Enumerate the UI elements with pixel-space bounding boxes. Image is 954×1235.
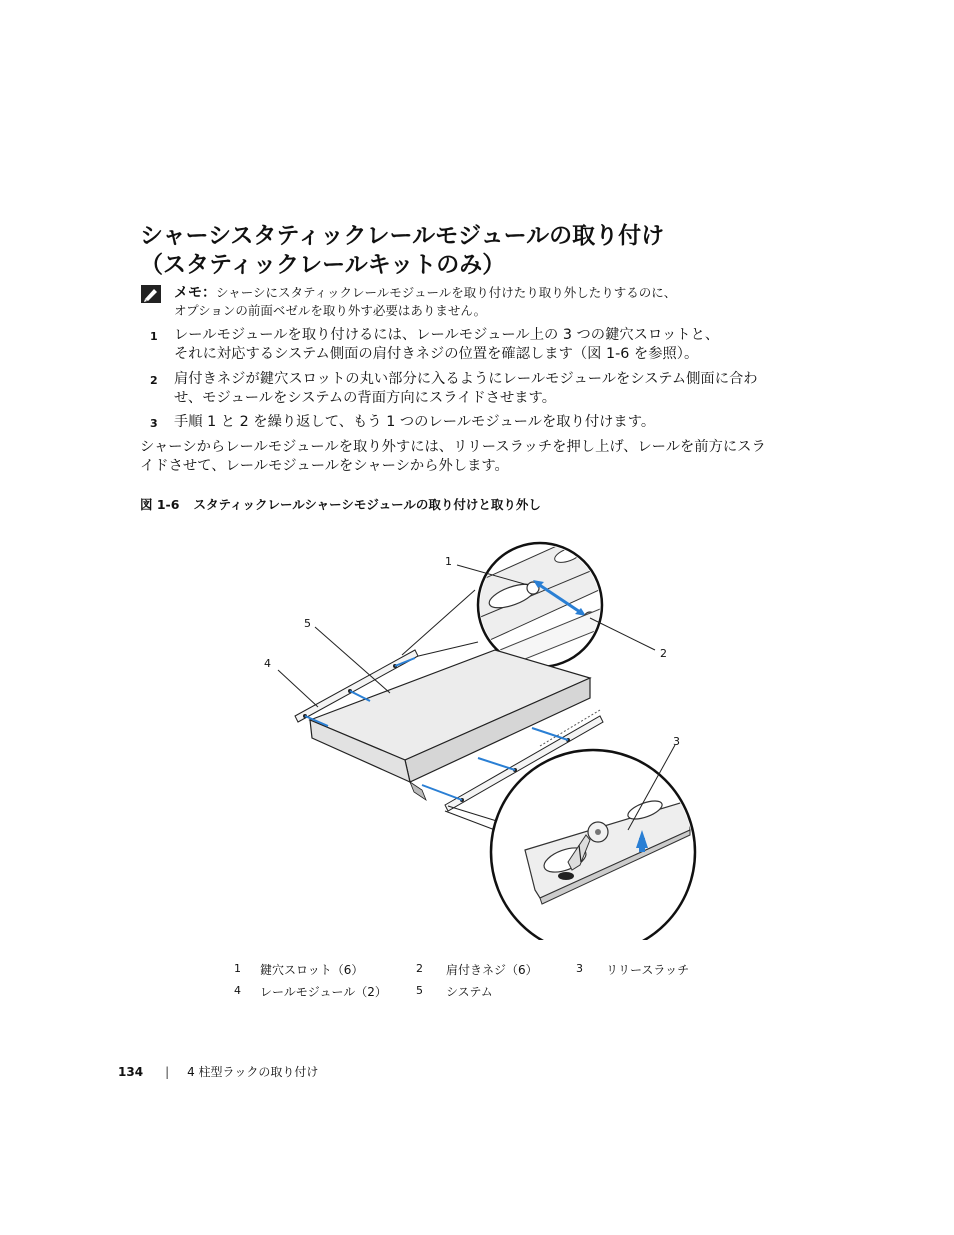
zoom-detail-release-latch	[491, 750, 695, 940]
legend-item-3	[576, 961, 690, 977]
legend-label: 肩付きネジ（6）	[446, 963, 538, 977]
zoom-connector-top	[402, 590, 478, 658]
callout-1: 1	[445, 555, 452, 568]
step-text-line1: 肩付きネジが鍵穴スロットの丸い部分に入るようにレールモジュールをシステム側面に合わ	[174, 371, 758, 387]
figure-caption-text: スタティックレールシャーシモジュールの取り付けと取り外し	[193, 497, 541, 512]
chapter-title: 4 柱型ラックの取り付け	[187, 1065, 319, 1079]
legend-number: 4	[234, 984, 241, 997]
pencil-note-icon	[140, 284, 162, 304]
legend-label: リリースラッチ	[606, 963, 690, 977]
section-title-line1: シャーシスタティックレールモジュールの取り付け	[140, 223, 665, 249]
legend-item-1	[234, 961, 364, 977]
legend-number: 3	[576, 962, 583, 975]
step-text-line2: それに対応するシステム側面の肩付きネジの位置を確認します（図 1-6 を参照）。	[174, 346, 699, 362]
figure-caption	[140, 495, 541, 513]
page-footer	[118, 1063, 318, 1080]
step-number: 2	[150, 374, 158, 387]
legend-number: 5	[416, 984, 423, 997]
legend-item-4	[234, 983, 387, 999]
rail-installation-illustration	[250, 530, 710, 940]
paragraph-line1: シャーシからレールモジュールを取り外すには、リリースラッチを押し上げ、レールを前方にスラ	[140, 439, 766, 455]
figure-number: 図 1-6	[140, 497, 180, 512]
page-number: 134	[118, 1065, 144, 1079]
callout-3: 3	[673, 735, 680, 748]
step-number: 1	[150, 330, 158, 343]
note-line2: オプションの前面ベゼルを取り外す必要はありません。	[174, 303, 487, 318]
footer-separator: |	[165, 1065, 170, 1079]
legend-number: 1	[234, 962, 241, 975]
section-title	[140, 222, 820, 280]
note-label: メモ：	[174, 285, 216, 301]
step-text-line2: せ、モジュールをシステムの背面方向にスライドさせます。	[174, 390, 557, 406]
legend-label: 鍵穴スロット（6）	[260, 963, 364, 977]
zoom-connector-bottom	[445, 806, 500, 830]
step-text-line1: 手順 1 と 2 を繰り返して、もう 1 つのレールモジュールを取り付けます。	[174, 414, 656, 430]
removal-paragraph	[140, 438, 810, 476]
callout-4: 4	[264, 657, 271, 670]
legend-number: 2	[416, 962, 423, 975]
step-text-line1: レールモジュールを取り付けるには、レールモジュール上の 3 つの鍵穴スロットと、	[174, 327, 720, 343]
callout-2: 2	[660, 647, 667, 660]
section-title-line2: （スタティックレールキットのみ）	[140, 252, 506, 278]
note-line1: シャーシにスタティックレールモジュールを取り付けたり取り外したりするのに、	[216, 285, 677, 300]
note-block	[174, 284, 814, 320]
callout-5: 5	[304, 617, 311, 630]
step-1	[150, 326, 810, 366]
legend-label: システム	[446, 985, 493, 999]
legend-label: レールモジュール（2）	[260, 985, 387, 999]
paragraph-line2: イドさせて、レールモジュールをシャーシから外します。	[140, 458, 509, 474]
legend-item-2	[416, 961, 538, 977]
legend-item-5	[416, 983, 493, 999]
zoom-detail-keyhole	[470, 540, 610, 667]
step-2	[150, 370, 810, 410]
step-3	[150, 413, 810, 435]
step-number: 3	[150, 417, 158, 430]
